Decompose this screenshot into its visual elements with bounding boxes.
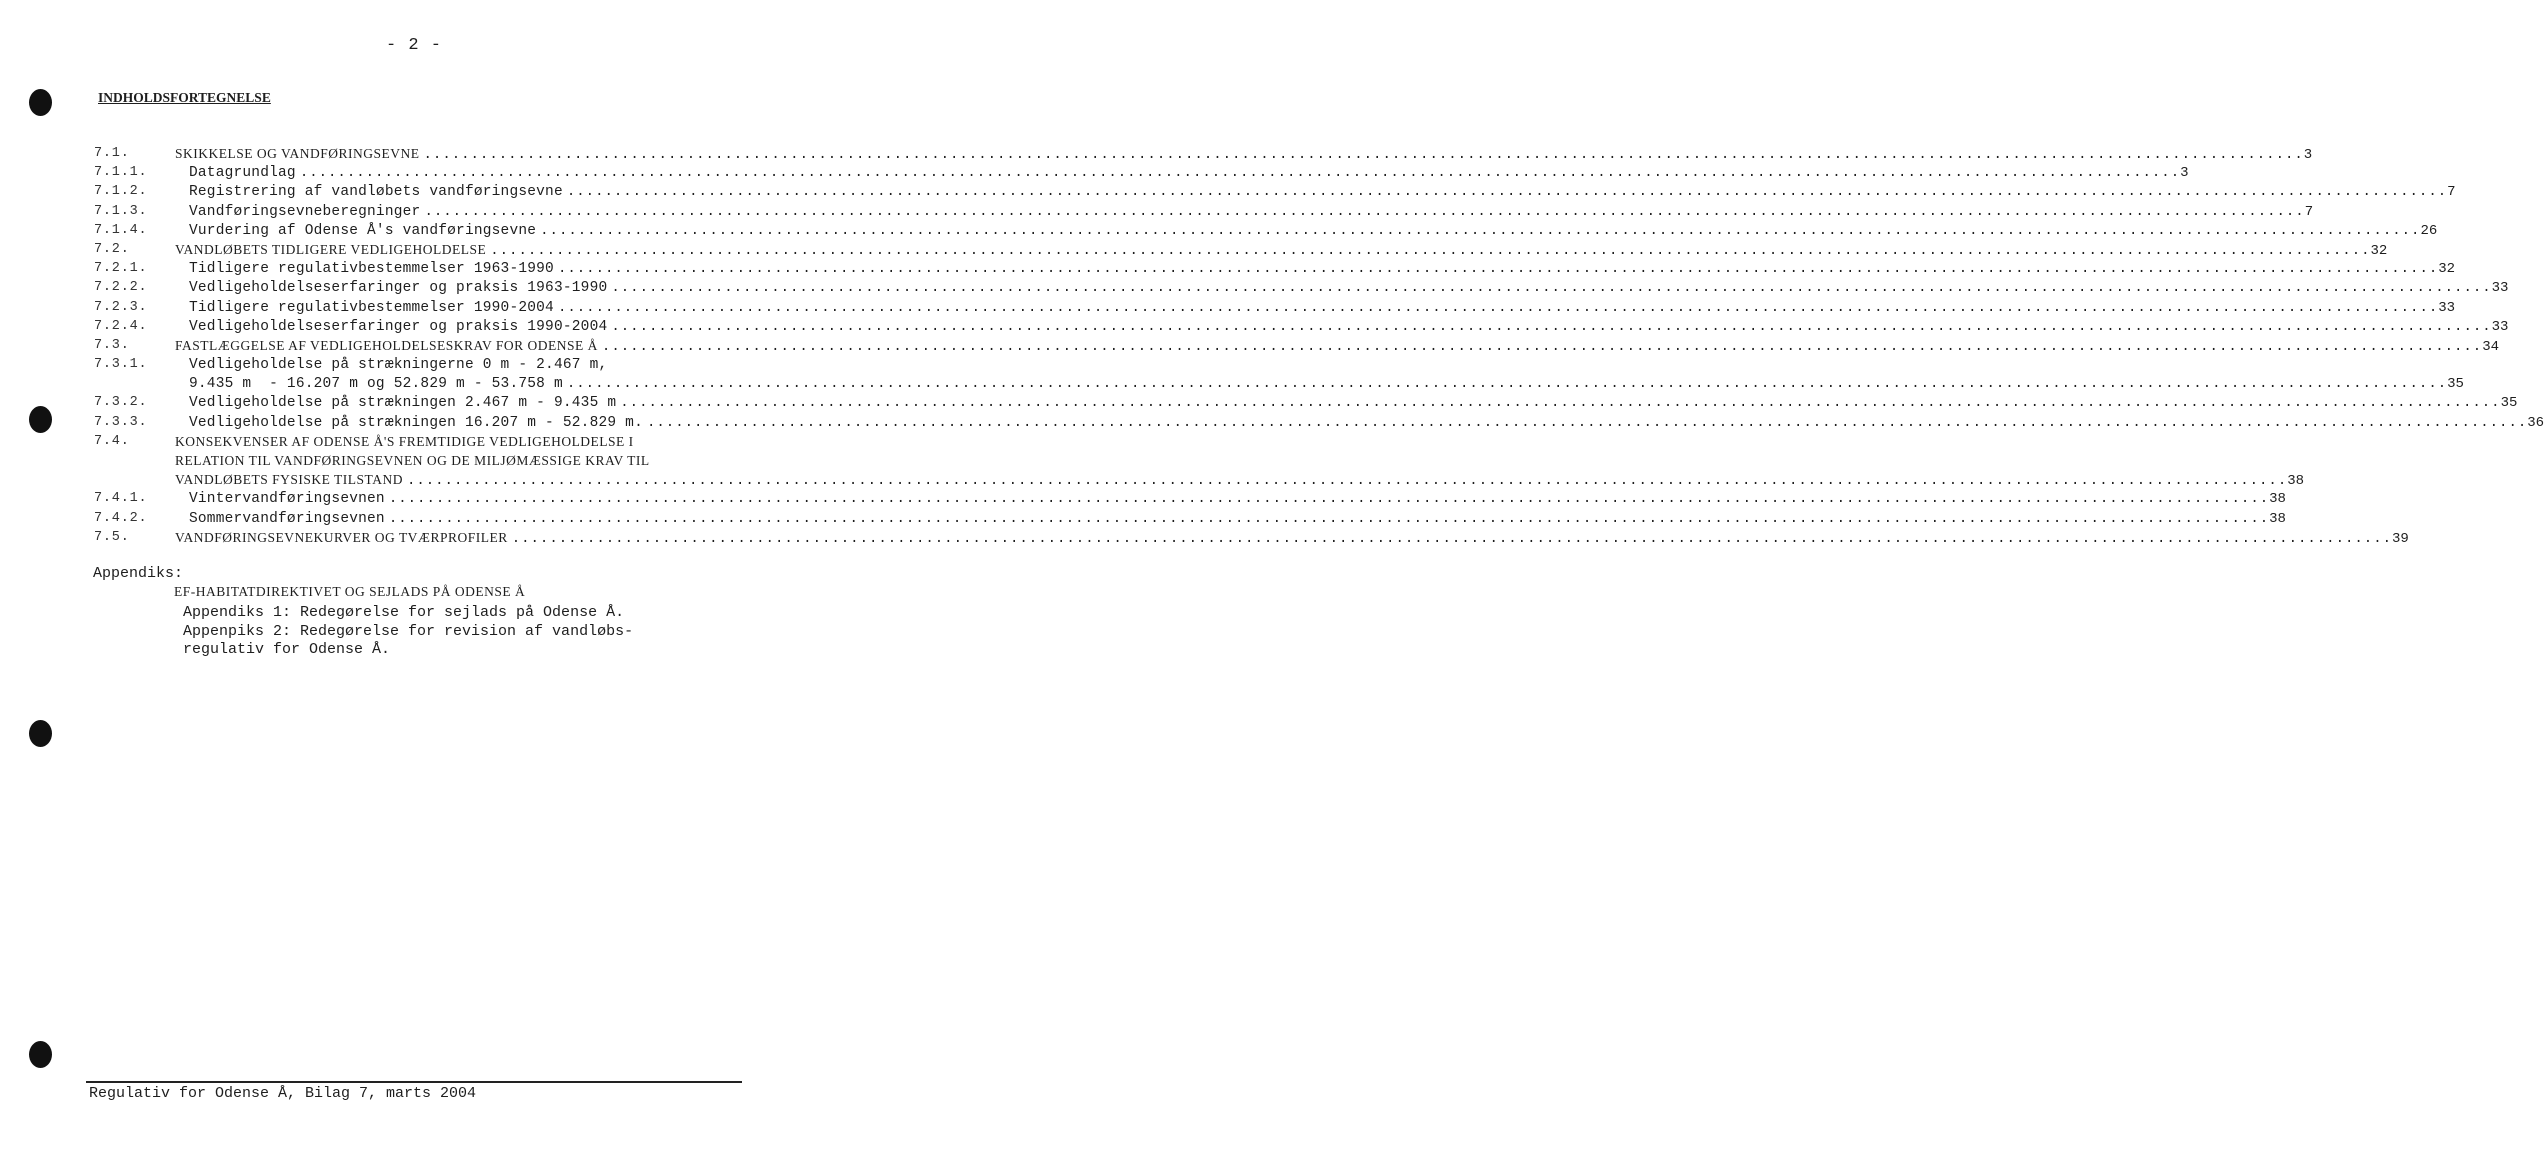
toc-page-number: 38 — [2269, 510, 2286, 527]
punch-hole-3 — [29, 720, 52, 747]
toc-title: VANDLØBETS FYSISKE TILSTAND — [175, 472, 403, 488]
toc-number: 7.1.4. — [94, 222, 148, 238]
toc-title: Tidligere regulativbestemmelser 1963-1990 — [189, 261, 554, 278]
toc-leader-dots: ........................................................................................................................................................................................................ — [620, 395, 2501, 412]
toc-number: 7.3.2. — [94, 395, 148, 411]
appendix-block — [174, 584, 633, 660]
toc-number: 7.3.1. — [94, 357, 148, 373]
appendix-item: regulativ for Odense Å. — [183, 641, 391, 658]
toc-page-number: 33 — [2491, 318, 2509, 335]
toc-title: RELATION TIL VANDFØRINGSEVNEN OG DE MILJØMÆSSIGE KRAV TIL — [175, 453, 650, 468]
toc-title: Vandføringsevneberegninger — [189, 203, 421, 220]
toc-page-number: 38 — [2287, 473, 2305, 490]
toc-row — [0, 222, 2438, 242]
toc-row — [0, 165, 2189, 184]
toc-title: VANDLØBETS TIDLIGERE VEDLIGEHOLDELSE — [175, 241, 487, 257]
toc-number: 7.2.4. — [94, 318, 148, 334]
toc-page-number: 35 — [2500, 395, 2518, 412]
toc-title: Vedligeholdelseserfaringer og praksis 1963-1990 — [189, 280, 608, 297]
toc-number: 7.2.2. — [94, 280, 148, 296]
toc-number: 7.4. — [94, 433, 130, 449]
toc-page-number: 3 — [2180, 165, 2189, 182]
toc-page-number: 35 — [2447, 376, 2464, 393]
toc-title: Registrering af vandløbets vandføringsevne — [189, 184, 563, 201]
toc-title: VANDFØRINGSEVNEKURVER OG TVÆRPROFILER — [175, 529, 508, 545]
toc-row — [0, 434, 828, 453]
toc-leader-dots: ........................................................................................................................................................................................................ — [557, 261, 2439, 278]
toc-leader-dots: ........................................................................................................................................................................................................ — [388, 510, 2270, 527]
toc-title: Vedligeholdelseserfaringer og praksis 1990-2004 — [189, 318, 608, 335]
table-of-contents — [0, 146, 2544, 549]
toc-page-number: 7 — [2304, 203, 2314, 220]
toc-row — [0, 491, 2286, 510]
toc-row — [0, 184, 2456, 203]
toc-page-number: 34 — [2482, 338, 2500, 355]
toc-row — [0, 261, 2456, 280]
toc-number: 7.2. — [94, 241, 130, 257]
toc-page-number: 36 — [2527, 414, 2544, 431]
toc-leader-dots: ........................................................................................................................................................................................................ — [566, 184, 2448, 201]
toc-row — [0, 318, 2509, 338]
toc-title: Vedligeholdelse på strækningerne 0 m - 2.467 m, — [189, 357, 608, 374]
toc-row-continuation — [0, 472, 2305, 491]
toc-title: Tidligere regulativbestemmelser 1990-2004 — [189, 299, 554, 316]
toc-row — [0, 241, 2388, 261]
toc-title: FASTLÆGGELSE AF VEDLIGEHOLDELSESKRAV FOR ODENSE Å — [175, 337, 598, 353]
appendix-title: EF-HABITATDIREKTIVET OG SEJLADS PÅ ODENSE Å — [174, 584, 526, 599]
appendix-label: Appendiks: — [93, 565, 184, 582]
toc-row — [0, 337, 2500, 357]
toc-row — [0, 414, 2544, 434]
toc-row — [0, 529, 2409, 549]
toc-leader-dots: ........................................................................................................................................................................................................ — [299, 165, 2181, 182]
punch-hole-4 — [29, 1041, 52, 1068]
toc-number: 7.1. — [94, 146, 130, 161]
appendix-item: Appenpiks 2: Redegørelse for revision af vandløbs- — [183, 622, 634, 640]
toc-row-continuation — [0, 376, 2464, 395]
toc-row — [0, 203, 2314, 223]
toc-leader-dots: ........................................................................................................................................................................................................ — [490, 242, 2371, 259]
toc-leader-dots: ........................................................................................................................................................................................................ — [424, 203, 2305, 220]
toc-leader-dots: ........................................................................................................................................................................................................ — [611, 280, 2492, 297]
toc-row — [0, 299, 2456, 319]
footer-rule — [86, 1081, 742, 1083]
toc-title: 9.435 m - 16.207 m og 52.829 m - 53.758 m — [189, 376, 563, 393]
toc-leader-dots: ........................................................................................................................................................................................................ — [406, 473, 2288, 490]
toc-number: 7.4.1. — [94, 491, 148, 507]
page-number: - 2 - — [385, 36, 442, 55]
toc-number: 7.2.1. — [94, 261, 148, 277]
toc-row — [0, 280, 2509, 299]
toc-title: Vurdering af Odense Å's vandføringsevne — [189, 222, 537, 239]
toc-heading: INDHOLDSFORTEGNELSE — [98, 90, 271, 105]
toc-leader-dots: ........................................................................................................................................................................................................ — [566, 376, 2448, 393]
toc-leader-dots: ........................................................................................................................................................................................................ — [511, 530, 2392, 547]
toc-row — [0, 395, 2518, 414]
toc-leader-dots: ........................................................................................................................................................................................................ — [540, 222, 2421, 239]
toc-title: SKIKKELSE OG VANDFØRINGSEVNE — [175, 146, 420, 161]
toc-row — [0, 357, 828, 376]
toc-page-number: 32 — [2438, 261, 2456, 278]
toc-title: Vintervandføringsevnen — [189, 491, 385, 508]
toc-number: 7.2.3. — [94, 299, 148, 315]
appendix-item: Appendiks 1: Redegørelse for sejlads på Odense Å. — [183, 604, 625, 621]
footer-text: Regulativ for Odense Å, Bilag 7, marts 2004 — [89, 1085, 477, 1102]
toc-leader-dots: ........................................................................................................................................................................................................ — [601, 338, 2483, 355]
toc-title: Sommervandføringsevnen — [189, 510, 385, 527]
toc-leader-dots: ........................................................................................................................................................................................................ — [611, 318, 2492, 335]
toc-title: Datagrundlag — [189, 165, 296, 182]
toc-number: 7.3.3. — [94, 414, 148, 430]
toc-page-number: 38 — [2269, 491, 2286, 508]
toc-number: 7.1.3. — [94, 203, 148, 219]
toc-title: KONSEKVENSER AF ODENSE Å'S FREMTIDIGE VEDLIGEHOLDELSE I — [175, 433, 634, 449]
toc-number: 7.3. — [94, 337, 130, 353]
toc-number: 7.1.2. — [94, 184, 148, 200]
toc-page-number: 33 — [2491, 280, 2509, 297]
toc-page-number: 7 — [2447, 184, 2456, 201]
toc-page-number: 3 — [2303, 147, 2313, 163]
toc-leader-dots: ........................................................................................................................................................................................................ — [388, 491, 2270, 508]
toc-leader-dots: ........................................................................................................................................................................................................ — [557, 299, 2439, 316]
toc-row — [0, 146, 2313, 165]
toc-row-continuation — [0, 453, 828, 472]
toc-title: Vedligeholdelse på strækningen 2.467 m - 9.435 m — [189, 395, 617, 412]
toc-row — [0, 510, 2286, 530]
punch-hole-1 — [29, 89, 52, 116]
toc-number: 7.5. — [94, 529, 130, 545]
toc-title: Vedligeholdelse på strækningen 16.207 m - 52.829 m. — [189, 414, 643, 431]
toc-page-number: 32 — [2370, 242, 2388, 259]
toc-page-number: 26 — [2420, 222, 2438, 239]
toc-leader-dots: ........................................................................................................................................................................................................ — [423, 147, 2304, 163]
toc-number: 7.1.1. — [94, 165, 148, 181]
toc-page-number: 39 — [2392, 530, 2409, 547]
toc-number: 7.4.2. — [94, 510, 148, 526]
toc-page-number: 33 — [2438, 299, 2456, 316]
toc-leader-dots: ........................................................................................................................................................................................................ — [646, 414, 2528, 431]
